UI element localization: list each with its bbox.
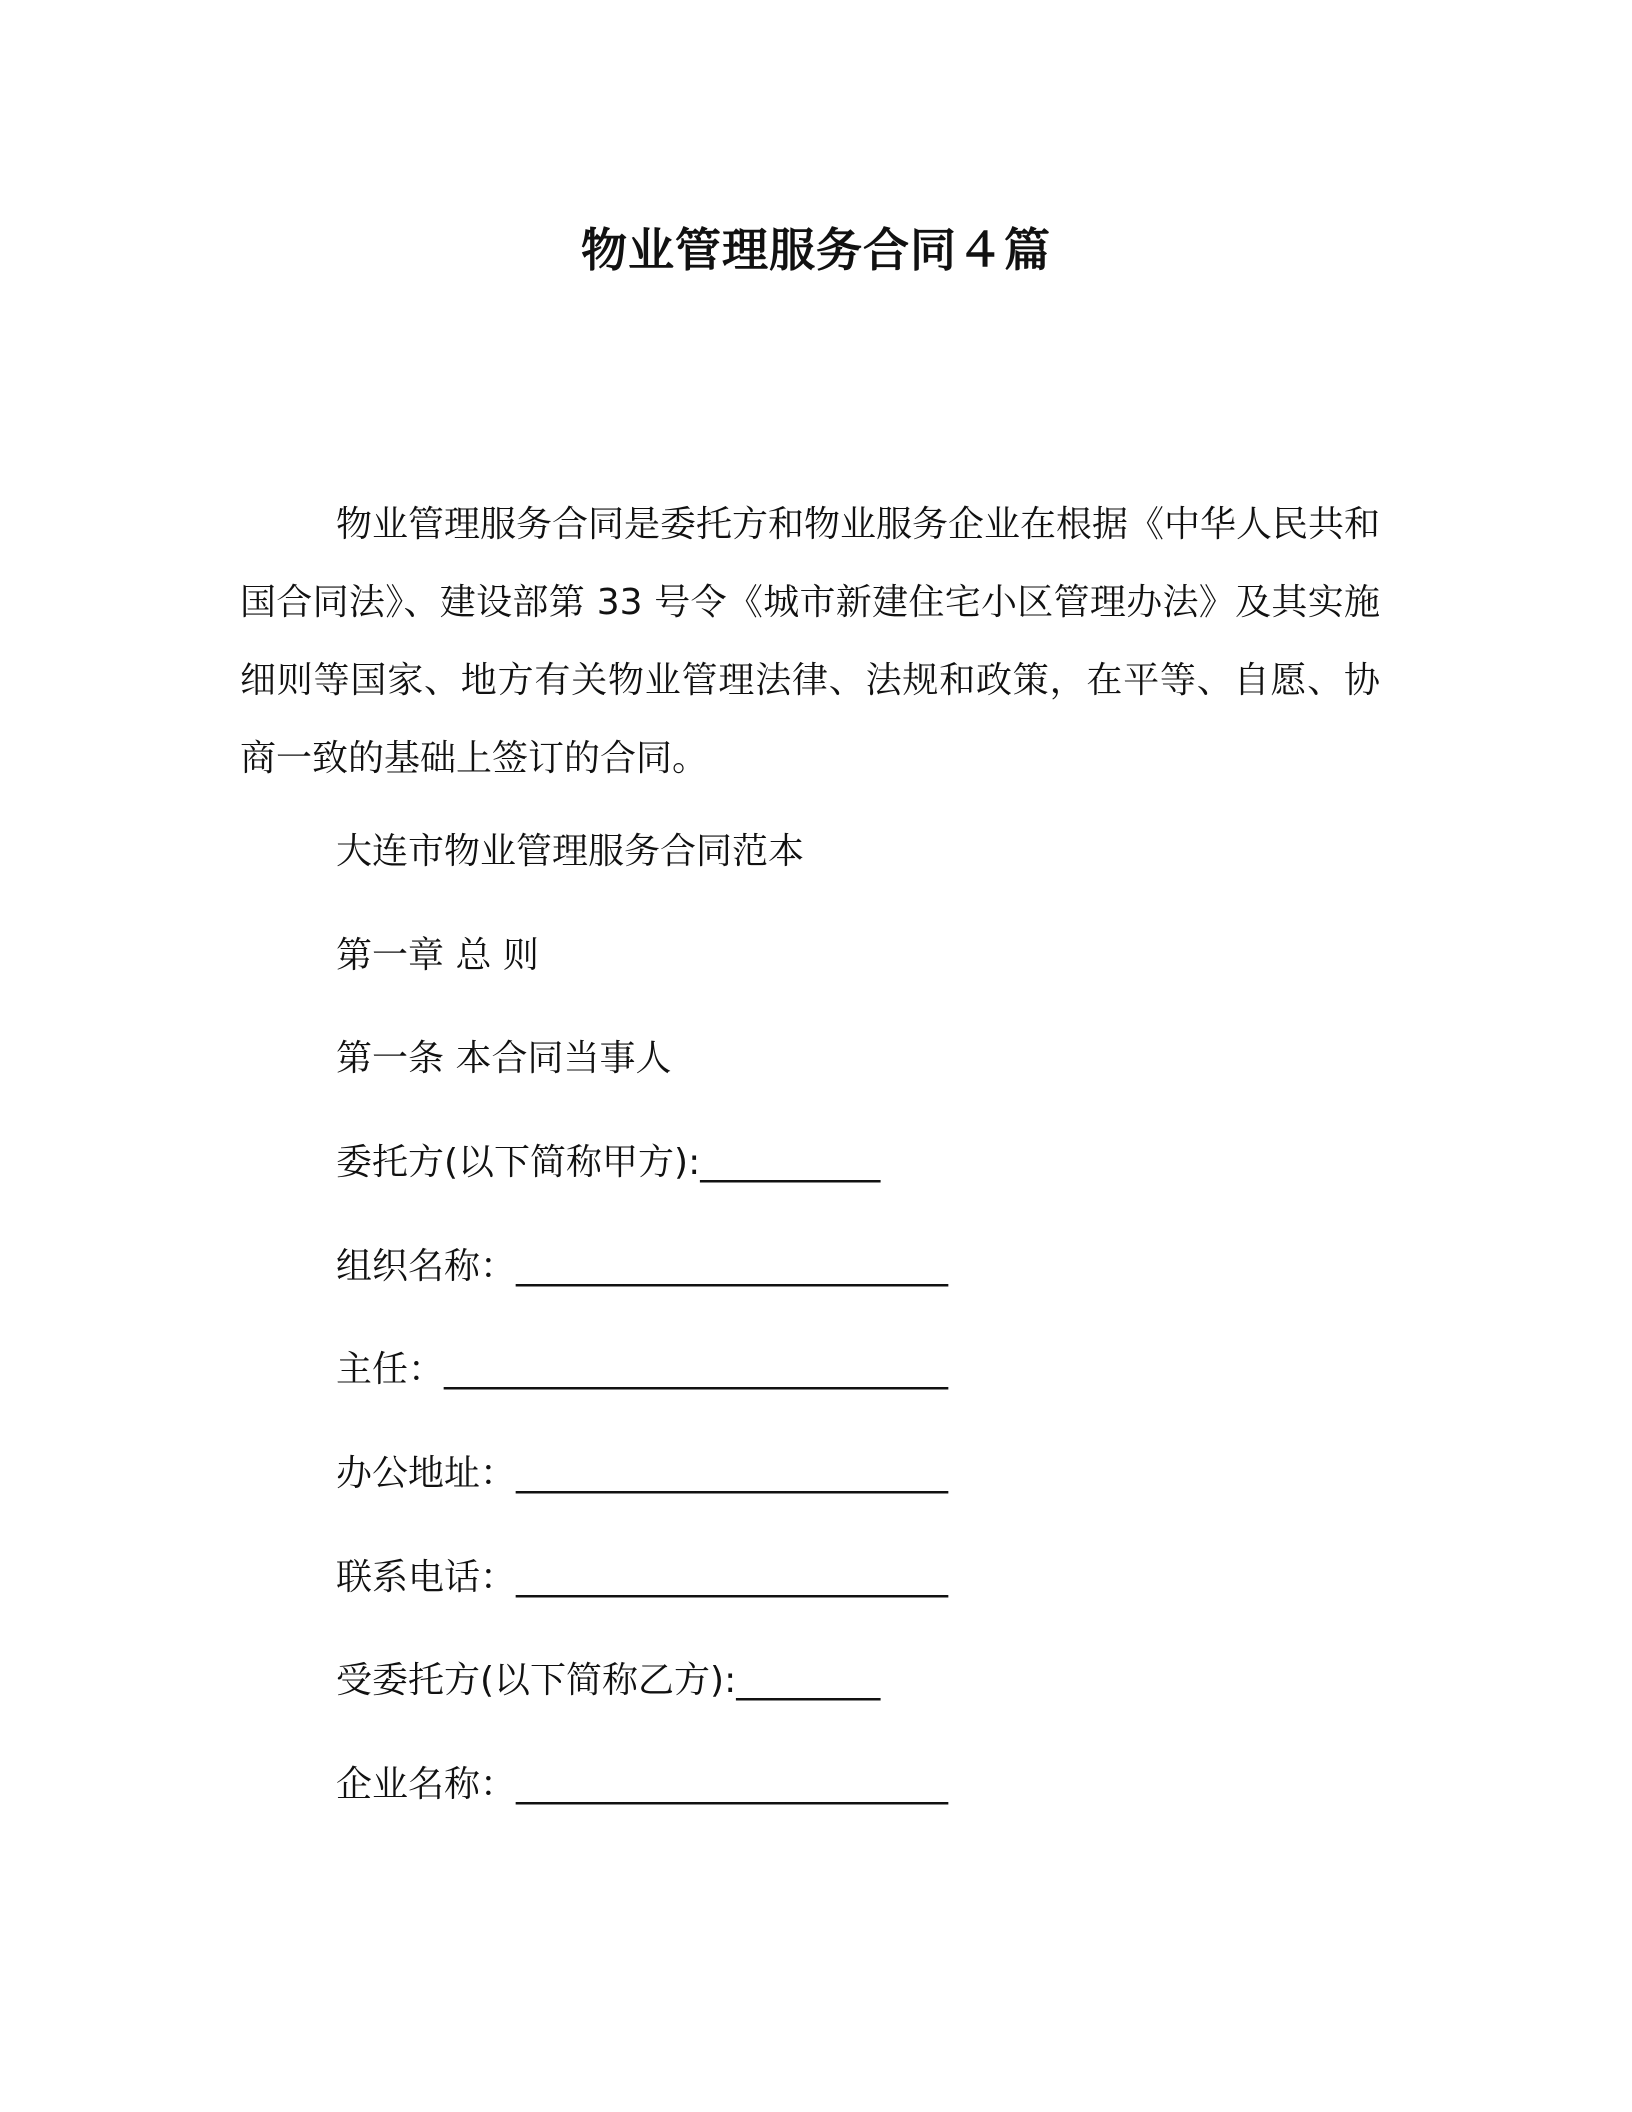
field-blank: ________________________ [516,1246,949,1287]
field-blank: ____________________________ [444,1349,949,1390]
document-title: 物业管理服务合同４篇 [581,223,1051,277]
field-phone [336,1553,948,1603]
field-blank: __________ [700,1142,881,1183]
sample-heading: 大连市物业管理服务合同范本 [336,831,805,872]
chapter-heading: 第一章 总 则 [336,935,539,976]
field-label: 组织名称： [336,1246,517,1287]
field-office-address [336,1449,948,1499]
field-label: 企业名称： [336,1764,517,1805]
field-label: 联系电话： [336,1557,517,1598]
field-label: 主任： [336,1349,445,1390]
field-blank: ________ [736,1660,881,1701]
field-label: 委托方(以下简称甲方): [336,1142,701,1183]
field-company-name [336,1760,948,1810]
field-director [336,1345,948,1395]
field-label: 办公地址： [336,1453,517,1494]
field-client [336,1138,880,1188]
field-contractor [336,1656,880,1706]
article-heading: 第一条 本合同当事人 [336,1038,672,1079]
field-organization-name [336,1242,948,1292]
field-blank: ________________________ [516,1764,949,1805]
field-blank: ________________________ [516,1557,949,1598]
intro-paragraph: 物业管理服务合同是委托方和物业服务企业在根据《中华人民共和国合同法》、建设部第 33 号令《城市新建住宅小区管理办法》及其实施细则等国家、地方有关物业管理法律、法规和政策，在平等、自愿、协商一致的基础上签订的合同。 [240,504,1381,779]
field-blank: ________________________ [516,1453,949,1494]
field-label: 受委托方(以下简称乙方): [336,1660,737,1701]
